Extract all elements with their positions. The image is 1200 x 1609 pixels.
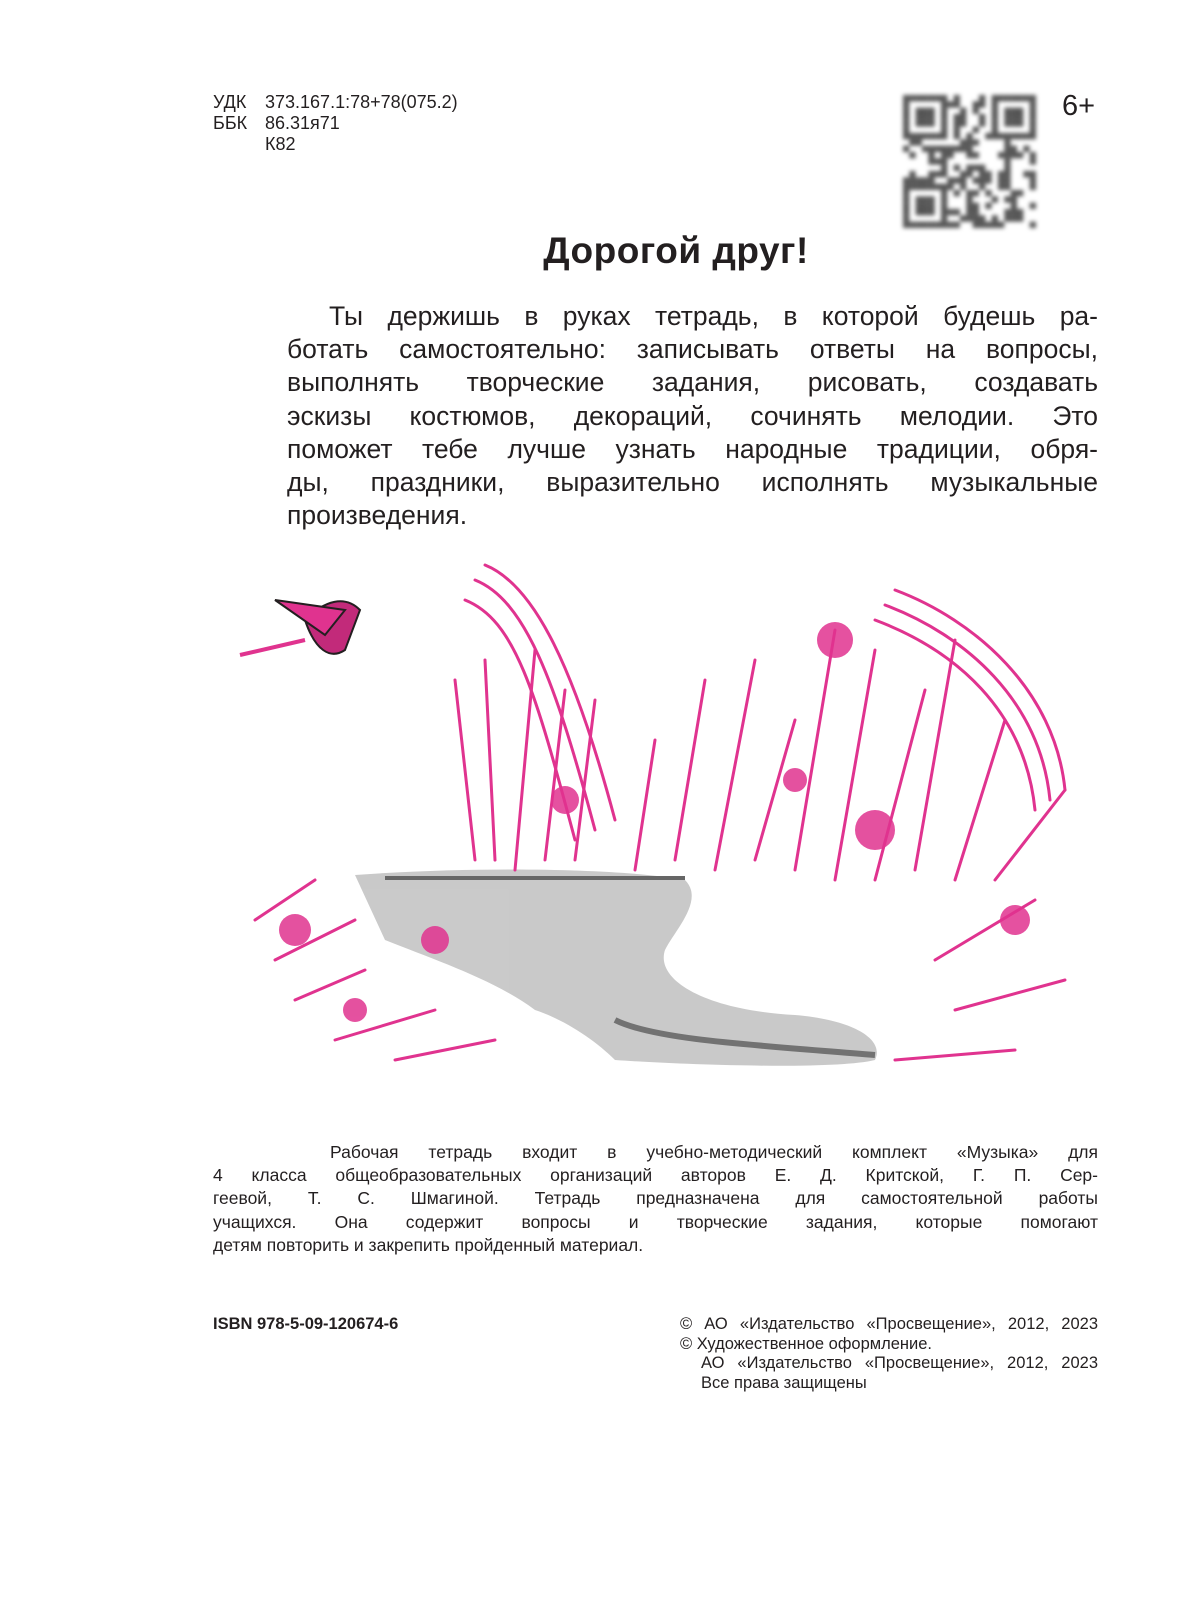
intro-paragraph — [287, 300, 1098, 532]
age-rating: 6+ — [1062, 90, 1096, 122]
intro-line: выполнять творческие задания, рисовать, создавать — [287, 367, 1098, 398]
intro-line: ботать самостоятельно: записывать ответы на вопросы, — [287, 334, 1098, 365]
bird — [240, 600, 360, 655]
intro-line: произведения. — [287, 500, 468, 531]
illustration-bird-flowers-stream — [235, 540, 1095, 1110]
copyright-block — [680, 1315, 1098, 1394]
intro-line: поможет тебе лучше узнать народные традиции, обря- — [287, 433, 1098, 464]
intro-line: эскизы костюмов, декораций, сочинять мелодии. Это — [287, 400, 1098, 431]
intro-line: ды, праздники, выразительно исполнять музыкальные — [287, 467, 1098, 498]
caption-line: детям повторить и закрепить пройденный материал. — [213, 1234, 644, 1255]
copyright-line: Все права защищены — [701, 1374, 867, 1393]
isbn: ISBN 978-5-09-120674-6 — [213, 1315, 399, 1333]
qr-code[interactable] — [903, 95, 1036, 228]
page-title: Дорогой друг! — [543, 230, 809, 271]
stream — [355, 870, 877, 1066]
author-mark: К82 — [265, 134, 296, 154]
copyright-line: © АО «Издательство «Просвещение», 2012, 2023 — [680, 1315, 1098, 1333]
intro-line: Ты держишь в руках тетрадь, в которой будешь ра- — [329, 301, 1098, 331]
copyright-line: © Художественное оформление. — [680, 1334, 932, 1353]
bbk-value: 86.31я71 — [265, 113, 340, 133]
caption-line: 4 класса общеобразовательных организаций авторов Е. Д. Критской, Г. П. Сер- — [213, 1165, 1098, 1186]
bbk-label: ББК — [213, 113, 248, 133]
caption-line: учащихся. Она содержит вопросы и творческие задания, которые помогают — [213, 1211, 1098, 1232]
udk-value: 373.167.1:78+78(075.2) — [265, 92, 458, 112]
catalog-codes — [213, 92, 458, 155]
copyright-line: АО «Издательство «Просвещение», 2012, 2023 — [701, 1354, 1098, 1373]
udk-label: УДК — [213, 92, 247, 112]
caption-line: геевой, Т. С. Шмагиной. Тетрадь предназначена для самостоятельной работы — [213, 1188, 1098, 1209]
caption-line: Рабочая тетрадь входит в учебно-методический комплект «Музыка» для — [330, 1142, 1098, 1162]
description-paragraph — [213, 1141, 1098, 1257]
